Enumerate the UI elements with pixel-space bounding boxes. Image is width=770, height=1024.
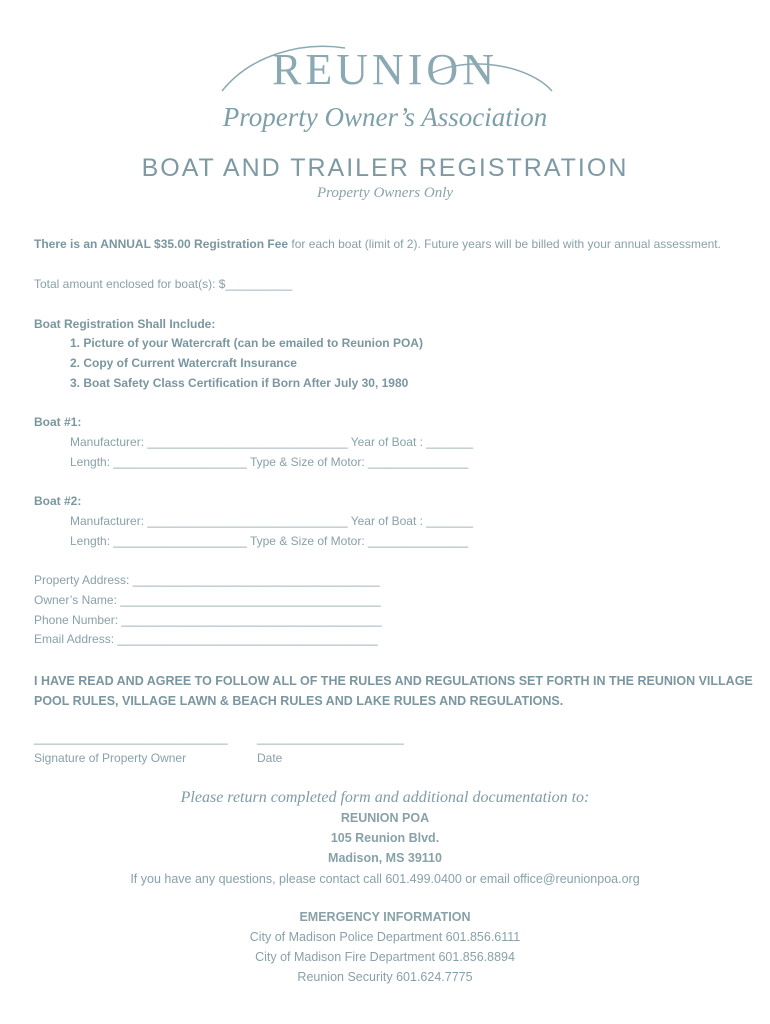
reunion-logo <box>0 36 770 136</box>
boat-1-length-field[interactable]: Length: ____________________ Type & Size of Motor: _______________ <box>70 455 469 469</box>
date-label: Date <box>257 751 283 765</box>
return-street: 105 Reunion Blvd. <box>330 831 440 845</box>
boat-2-length-field[interactable]: Length: ____________________ Type & Size of Motor: _______________ <box>70 534 469 548</box>
return-name: REUNION POA <box>340 811 430 825</box>
signature-line[interactable]: _____________________________ <box>34 731 228 745</box>
return-intro: Please return completed form and additional documentation to: <box>180 789 590 806</box>
fee-notice-bold: There is an ANNUAL $35.00 Registration Fee <box>34 237 289 251</box>
owner-name-field[interactable]: Owner’s Name: _______________________________________ <box>34 593 381 607</box>
property-address-field[interactable]: Property Address: _____________________________________ <box>34 573 380 587</box>
contact-info: If you have any questions, please contact call 601.499.0400 or email office@reunionpoa.org <box>130 872 640 886</box>
emergency-line: Reunion Security 601.624.7775 <box>297 970 473 984</box>
boat-1-manufacturer-field[interactable]: Manufacturer: ______________________________ Year of Boat : _______ <box>70 435 474 449</box>
emergency-line: City of Madison Police Department 601.856.6111 <box>249 930 521 944</box>
return-city: Madison, MS 39110 <box>328 851 442 865</box>
boat-2-manufacturer-field[interactable]: Manufacturer: ______________________________ Year of Boat : _______ <box>70 514 474 528</box>
email-address-field[interactable]: Email Address: _______________________________________ <box>34 632 378 646</box>
emergency-line: City of Madison Fire Department 601.856.8894 <box>255 950 515 964</box>
agreement-statement: I HAVE READ AND AGREE TO FOLLOW ALL OF THE RULES AND REGULATIONS SET FORTH IN THE REUNION VILLAGE POOL RULES, VILLAGE LAWN & BEACH RULES AND LAKE RULES AND REGULATIONS. <box>34 674 753 708</box>
boat-2-heading: Boat #2: <box>34 494 82 508</box>
logo-subtitle: Property Owner’s Association <box>222 102 548 132</box>
form-title: BOAT AND TRAILER REGISTRATION <box>141 154 629 182</box>
date-line[interactable]: ______________________ <box>257 731 404 745</box>
form-subtitle: Property Owners Only <box>316 185 454 201</box>
requirements-heading: Boat Registration Shall Include: <box>34 317 216 331</box>
boat-1-heading: Boat #1: <box>34 415 82 429</box>
logo-wordmark: REUNION <box>272 45 498 94</box>
signature-label: Signature of Property Owner <box>34 751 187 765</box>
requirement-item: 3. Boat Safety Class Certification if Born After July 30, 1980 <box>70 376 409 390</box>
total-enclosed-field[interactable]: Total amount enclosed for boat(s): $__________ <box>34 277 293 291</box>
emergency-heading: EMERGENCY INFORMATION <box>299 910 471 924</box>
phone-number-field[interactable]: Phone Number: _______________________________________ <box>34 613 382 627</box>
fee-notice-rest: for each boat (limit of 2). Future years will be billed with your annual assessment. <box>288 237 721 251</box>
fee-notice <box>34 236 721 252</box>
requirement-item: 1. Picture of your Watercraft (can be emailed to Reunion POA) <box>70 336 423 350</box>
requirement-item: 2. Copy of Current Watercraft Insurance <box>70 356 297 370</box>
